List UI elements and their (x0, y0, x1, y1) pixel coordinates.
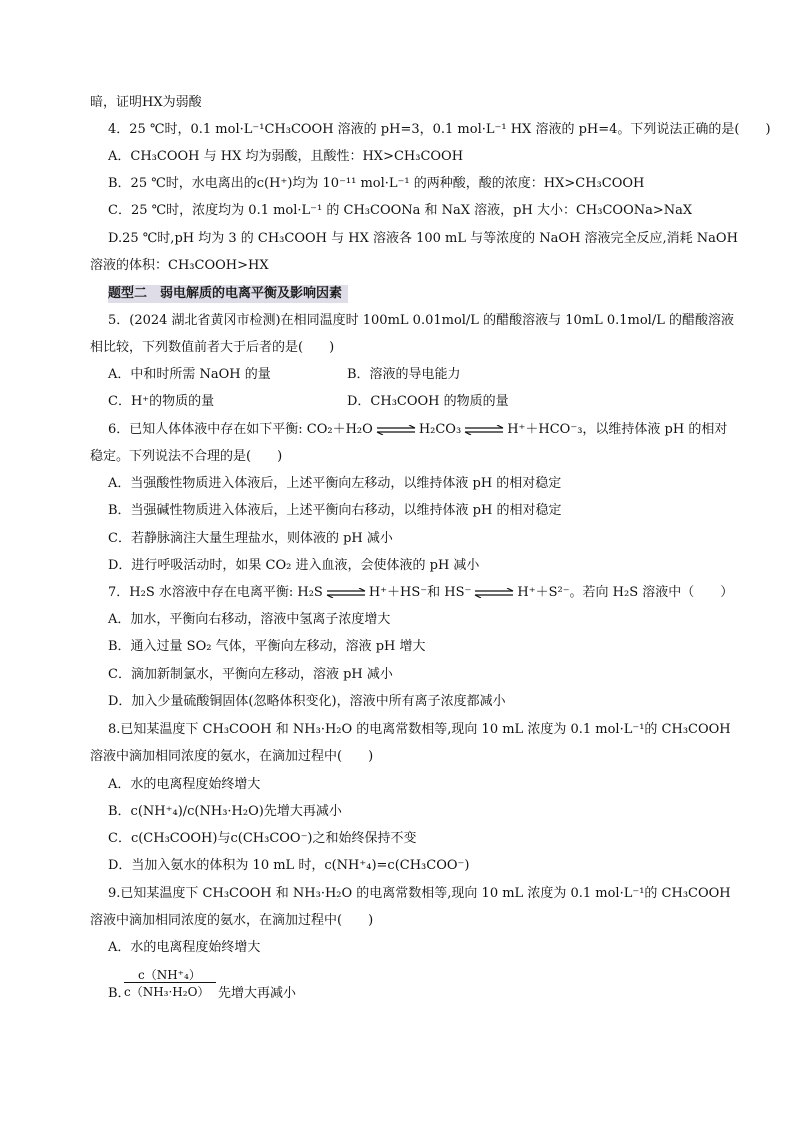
text-line: 暗，证明HX为弱酸 (90, 95, 202, 110)
q5-option-a: A．中和时所需 NaOH 的量 (108, 367, 271, 382)
q6-option-a: A．当强酸性物质进入体液后，上述平衡向左移动，以维持体液 pH 的相对稳定 (108, 476, 562, 491)
q4-option-d: D.25 ℃时,pH 均为 3 的 CH₃COOH 与 HX 溶液各 100 mL 与等浓度的 NaOH 溶液完全反应,消耗 NaOH (108, 231, 738, 246)
fraction-denominator: c（NH₃·H₂O） (124, 985, 210, 999)
q6-text-3: H⁺＋HCO⁻₃，以维持体液 pH 的相对 (507, 422, 728, 437)
equilibrium-arrow-icon (325, 588, 367, 598)
q9-option-b-fraction (124, 966, 220, 1002)
question-8-stem: 8.已知某温度下 CH₃COOH 和 NH₃·H₂O 的电离常数相等,现向 10 mL 浓度为 0.1 mol·L⁻¹的 CH₃COOH (108, 722, 731, 737)
q7-text-3: H⁺＋S²⁻。若向 H₂S 溶液中（ ） (517, 585, 734, 600)
equilibrium-arrow-icon (463, 425, 505, 435)
question-4-stem: 4．25 ℃时，0.1 mol·L⁻¹CH₃COOH 溶液的 pH=3，0.1 mol·L⁻¹ HX 溶液的 pH=4。下列说法正确的是( ) (108, 122, 771, 137)
q9-option-a: A．水的电离程度始终增大 (108, 940, 261, 955)
question-9-stem-cont: 溶液中滴加相同浓度的氨水，在滴加过程中( ) (90, 913, 374, 928)
q5-option-c: C．H⁺的物质的量 (108, 394, 215, 409)
q7-option-b: B．通入过量 SO₂ 气体，平衡向左移动，溶液 pH 增大 (108, 639, 426, 654)
q6-text-1: 6．已知人体体液中存在如下平衡: CO₂＋H₂O (108, 422, 373, 437)
q7-text-1: 7．H₂S 水溶液中存在电离平衡: H₂S (108, 585, 323, 600)
question-6-stem (108, 421, 727, 439)
q5-option-b: B．溶液的导电能力 (347, 367, 461, 382)
q6-option-b: B．当强碱性物质进入体液后，上述平衡向右移动，以维持体液 pH 的相对稳定 (108, 503, 562, 518)
q8-option-c: C．c(CH₃COOH)与c(CH₃COO⁻)之和始终保持不变 (108, 831, 417, 846)
question-6-stem-cont: 稳定。下列说法不合理的是( ) (90, 449, 283, 464)
question-7-stem (108, 584, 733, 602)
question-5-stem: 5．(2024 湖北省黄冈市检测)在相同温度时 100mL 0.01mol/L 的醋酸溶液与 10mL 0.1mol/L 的醋酸溶液 (108, 313, 734, 328)
q6-option-d: D．进行呼吸活动时，如果 CO₂ 进入血液，会使体液的 pH 减小 (108, 558, 480, 573)
q9-option-b-label: B． (108, 986, 131, 1001)
q5-option-d: D．CH₃COOH 的物质的量 (347, 394, 509, 409)
question-5-stem-cont: 相比较，下列数值前者大于后者的是( ) (90, 340, 335, 355)
q7-option-a: A．加水，平衡向右移动，溶液中氢离子浓度增大 (108, 612, 391, 627)
question-8-stem-cont: 溶液中滴加相同浓度的氨水，在滴加过程中( ) (90, 749, 374, 764)
q9-option-b-text: 先增大再减小 (218, 986, 297, 1001)
question-9-stem: 9.已知某温度下 CH₃COOH 和 NH₃·H₂O 的电离常数相等,现向 10 mL 浓度为 0.1 mol·L⁻¹的 CH₃COOH (108, 886, 731, 901)
q8-option-a: A．水的电离程度始终增大 (108, 777, 261, 792)
q4-option-b: B．25 ℃时，水电离出的c(H⁺)均为 10⁻¹¹ mol·L⁻¹ 的两种酸，酸的浓度：HX>CH₃COOH (108, 176, 645, 191)
equilibrium-arrow-icon (375, 425, 417, 435)
q4-option-c: C．25 ℃时，浓度均为 0.1 mol·L⁻¹ 的 CH₃COONa 和 NaX 溶液，pH 大小：CH₃COONa>NaX (108, 203, 693, 218)
section-heading: 题型二 弱电解质的电离平衡及影响因素 (108, 285, 348, 303)
q7-text-2: H⁺＋HS⁻和 HS⁻ (368, 585, 472, 600)
q4-option-d-cont: 溶液的体积：CH₃COOH>HX (90, 258, 269, 273)
q8-option-d: D．当加入氨水的体积为 10 mL 时，c(NH⁺₄)=c(CH₃COO⁻) (108, 858, 470, 873)
q7-option-d: D．加入少量硫酸铜固体(忽略体积变化)，溶液中所有离子浓度都减小 (108, 694, 506, 709)
q8-option-b: B．c(NH⁺₄)/c(NH₃·H₂O)先增大再减小 (108, 804, 342, 819)
q7-option-c: C．滴加新制氯水，平衡向左移动，溶液 pH 减小 (108, 667, 393, 682)
equilibrium-arrow-icon (473, 588, 515, 598)
q4-option-a: A．CH₃COOH 与 HX 均为弱酸，且酸性：HX>CH₃COOH (108, 149, 464, 164)
q6-text-2: H₂CO₃ (418, 422, 462, 437)
fraction-numerator: c（NH⁺₄） (138, 968, 201, 982)
q6-option-c: C．若静脉滴注大量生理盐水，则体液的 pH 减小 (108, 531, 393, 546)
